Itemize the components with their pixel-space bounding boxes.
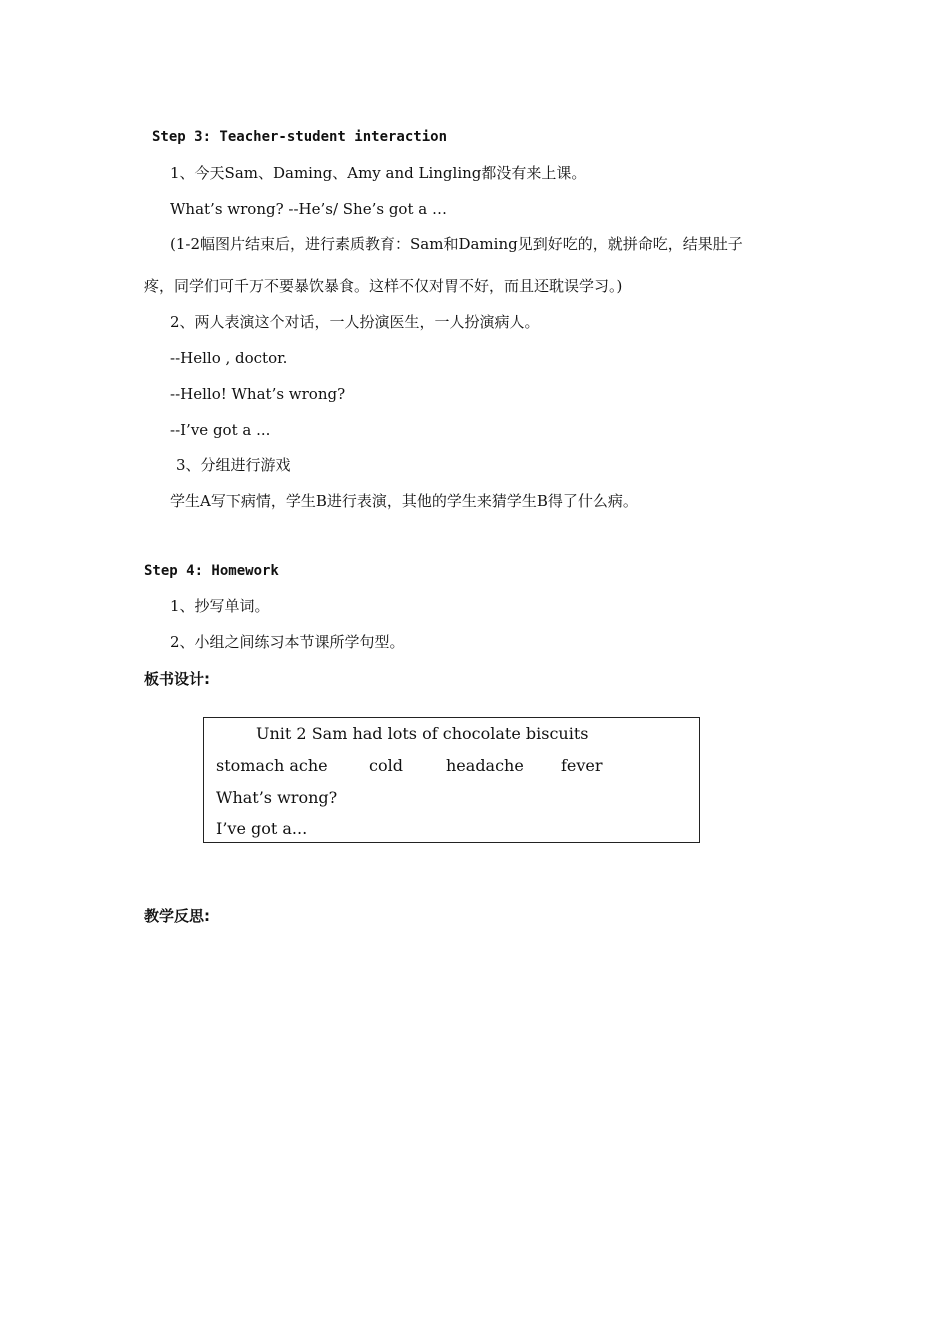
step3-item2: 2、两人表演这个对话，一人扮演医生，一人扮演病人。 (170, 313, 540, 331)
vocab-word: headache (446, 756, 524, 775)
step4-item2: 2、小组之间练习本节课所学句型。 (170, 633, 405, 651)
board-question: What’s wrong? (216, 788, 338, 807)
step3-item1-dialog: What’s wrong? --He’s/ She’s got a … (170, 200, 447, 218)
vocab-word: stomach ache (216, 756, 328, 775)
step3-title: Step 3: Teacher-student interaction (152, 129, 448, 145)
board-design-box (203, 717, 700, 843)
dialog-line-1: --Hello , doctor. (170, 349, 288, 367)
step4-title: Step 4: Homework (144, 563, 279, 579)
board-design-heading: 板书设计: (144, 670, 210, 688)
vocab-word: fever (561, 756, 603, 775)
step3-item1: 1、今天Sam、Daming、Amy and Lingling都没有来上课。 (170, 164, 587, 182)
step4-item1: 1、抄写单词。 (170, 597, 270, 615)
dialog-line-3: --I’ve got a ... (170, 421, 271, 439)
step3-item3: 3、分组进行游戏 (176, 456, 291, 474)
board-title: Unit 2 Sam had lots of chocolate biscuits (256, 724, 589, 743)
step3-item3-desc: 学生A写下病情，学生B进行表演，其他的学生来猜学生B得了什么病。 (170, 492, 638, 510)
step3-note-line1: (1-2幅图片结束后，进行素质教育：Sam和Daming见到好吃的，就拼命吃，结果肚子 (170, 235, 743, 253)
step3-note-line2: 疼，同学们可千万不要暴饮暴食。这样不仅对胃不好，而且还耽误学习。) (144, 277, 623, 295)
vocab-word: cold (369, 756, 403, 775)
board-vocab-row (216, 755, 603, 777)
reflection-heading: 教学反思: (144, 907, 210, 925)
board-answer: I’ve got a... (216, 819, 308, 838)
dialog-line-2: --Hello! What’s wrong? (170, 385, 346, 403)
